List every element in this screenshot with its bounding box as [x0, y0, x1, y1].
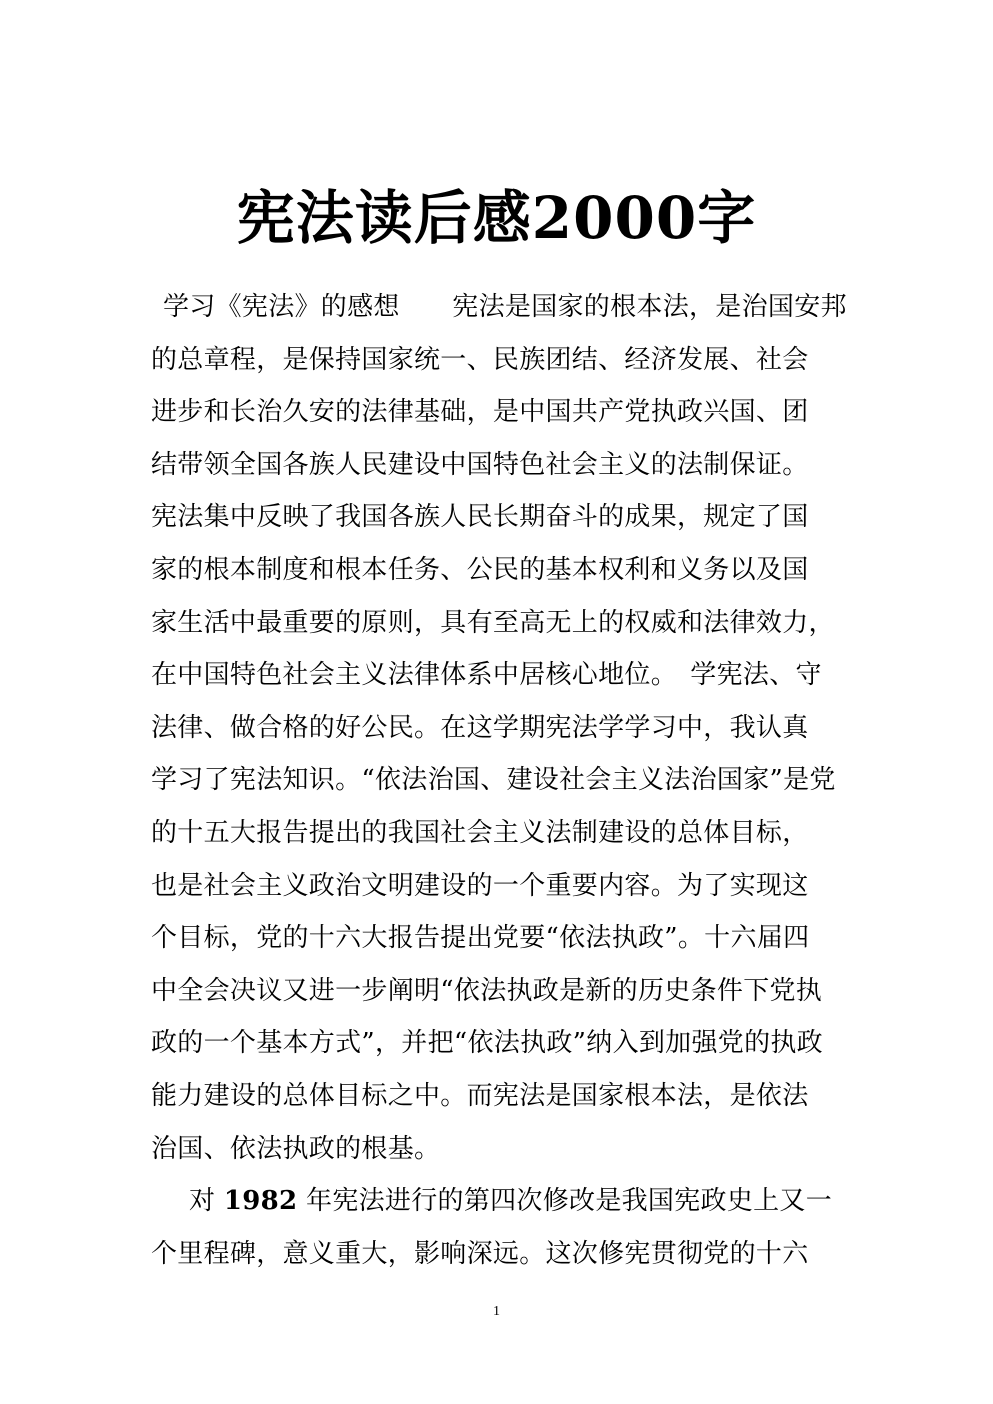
paragraph-1-line-10: 学习了宪法知识。“依法治国、建设社会主义法治国家”是党	[151, 765, 836, 796]
document-title: 宪法读后感2000字	[236, 184, 757, 252]
paragraph-1-line-7: 家生活中最重要的原则，具有至高无上的权威和法律效力，	[151, 607, 835, 638]
paragraph-1-line-15: 政的一个基本方式”，并把“依法执政”纳入到加强党的执政	[151, 1028, 823, 1059]
paragraph-1-line-16: 能力建设的总体目标之中。而宪法是国家根本法，是依法	[151, 1080, 809, 1111]
paragraph-1-line-3: 进步和长治久安的法律基础，是中国共产党执政兴国、团	[151, 397, 809, 428]
paragraph-2-line-1	[151, 1179, 851, 1232]
paragraph-1-line-9: 法律、做合格的好公民。在这学期宪法学学习中，我认真	[151, 712, 809, 743]
paragraph-2-line-2: 个里程碑，意义重大，影响深远。这次修宪贯彻党的十六	[151, 1238, 809, 1269]
document-body	[151, 285, 851, 1284]
paragraph-1-line-12: 也是社会主义政治文明建设的一个重要内容。为了实现这	[151, 870, 809, 901]
paragraph-1-line-1: 学习《宪法》的感想 宪法是国家的根本法，是治国安邦	[163, 292, 847, 322]
page-number: 1	[493, 1304, 500, 1319]
paragraph-2-prefix: 对	[189, 1186, 224, 1217]
paragraph-1-line-17: 治国、依法执政的根基。	[151, 1133, 441, 1164]
paragraph-2-year: 1982	[223, 1186, 298, 1217]
paragraph-1-line-4: 结带领全国各族人民建设中国特色社会主义的法制保证。	[151, 449, 809, 480]
paragraph-1-line-8: 在中国特色社会主义法律体系中居核心地位。 学宪法、守	[151, 660, 822, 691]
paragraph-1-line-5: 宪法集中反映了我国各族人民长期奋斗的成果，规定了国	[151, 502, 809, 533]
paragraph-1-line-13: 个目标，党的十六大报告提出党要“依法执政”。十六届四	[151, 923, 810, 954]
paragraph-1-line-2: 的总章程，是保持国家统一、民族团结、经济发展、社会	[151, 344, 809, 375]
paragraph-2-line-1-rest: 年宪法进行的第四次修改是我国宪政史上又一	[297, 1186, 833, 1217]
paragraph-1-line-6: 家的根本制度和根本任务、公民的基本权利和义务以及国	[151, 554, 809, 585]
paragraph-1-line-14: 中全会决议又进一步阐明“依法执政是新的历史条件下党执	[151, 975, 823, 1006]
paragraph-1-line-11: 的十五大报告提出的我国社会主义法制建设的总体目标，	[151, 817, 809, 848]
